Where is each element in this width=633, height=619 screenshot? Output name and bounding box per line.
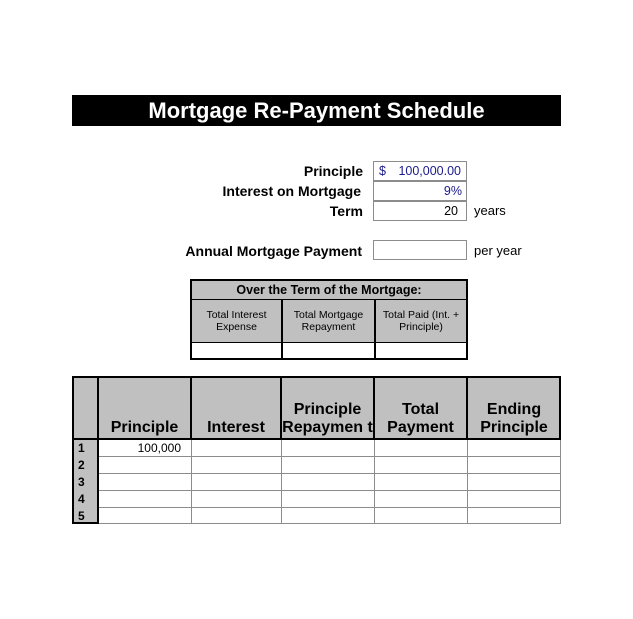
cell-ending-3[interactable] [467, 473, 561, 490]
cell-ending-2[interactable] [467, 456, 561, 473]
cell-total-5[interactable] [374, 507, 467, 524]
principle-input[interactable] [373, 161, 467, 181]
cell-interest-2[interactable] [191, 456, 281, 473]
row-number-2: 2 [72, 456, 98, 473]
cell-total-1[interactable] [374, 439, 467, 456]
summary-header-total-paid: Total Paid (Int. + Principle) [376, 300, 466, 342]
cell-interest-4[interactable] [191, 490, 281, 507]
summary-table [190, 279, 468, 360]
cell-interest-1[interactable] [191, 439, 281, 456]
cell-repayment-3[interactable] [281, 473, 374, 490]
summary-title: Over the Term of the Mortgage: [192, 281, 466, 300]
header-principle: Principle [98, 376, 191, 439]
term-unit: years [474, 203, 506, 218]
page-title: Mortgage Re-Payment Schedule [72, 95, 561, 126]
row-number-3: 3 [72, 473, 98, 490]
header-principle-repayment: Principle Repaymen t [281, 376, 374, 439]
annual-payment-label: Annual Mortgage Payment [185, 243, 362, 259]
interest-input[interactable] [373, 181, 467, 201]
schedule-table [72, 376, 561, 524]
annual-payment-unit: per year [474, 243, 522, 258]
cell-principle-2[interactable] [98, 456, 191, 473]
cell-repayment-1[interactable] [281, 439, 374, 456]
cell-principle-5[interactable] [98, 507, 191, 524]
principle-label: Principle [303, 163, 363, 179]
header-ending-principle: Ending Principle [467, 376, 561, 439]
row-number-4: 4 [72, 490, 98, 507]
cell-total-4[interactable] [374, 490, 467, 507]
cell-ending-1[interactable] [467, 439, 561, 456]
principle-currency: $ [379, 164, 386, 178]
cell-repayment-5[interactable] [281, 507, 374, 524]
row-number-header [72, 376, 98, 439]
principle-value: 100,000.00 [398, 164, 461, 178]
cell-principle-3[interactable] [98, 473, 191, 490]
summary-value-total-paid[interactable] [376, 343, 466, 358]
summary-header-interest: Total Interest Expense [192, 300, 281, 342]
row-number-5: 5 [72, 507, 98, 524]
cell-principle-1[interactable]: 100,000 [137, 440, 181, 455]
term-input[interactable] [373, 201, 467, 221]
summary-value-interest[interactable] [192, 343, 281, 358]
header-interest: Interest [191, 376, 281, 439]
summary-header-repayment: Total Mortgage Repayment [283, 300, 374, 342]
cell-repayment-4[interactable] [281, 490, 374, 507]
header-total-payment: Total Payment [374, 376, 467, 439]
cell-interest-3[interactable] [191, 473, 281, 490]
cell-ending-4[interactable] [467, 490, 561, 507]
interest-value: 9% [443, 184, 462, 198]
summary-value-repayment[interactable] [283, 343, 374, 358]
term-label: Term [329, 203, 363, 219]
cell-interest-5[interactable] [191, 507, 281, 524]
cell-repayment-2[interactable] [281, 456, 374, 473]
cell-principle-4[interactable] [98, 490, 191, 507]
cell-ending-5[interactable] [467, 507, 561, 524]
annual-payment-field[interactable] [373, 240, 467, 260]
cell-total-2[interactable] [374, 456, 467, 473]
cell-total-3[interactable] [374, 473, 467, 490]
interest-label: Interest on Mortgage [222, 183, 361, 199]
row-number-1: 1 [72, 439, 98, 456]
term-value: 20 [444, 204, 458, 218]
